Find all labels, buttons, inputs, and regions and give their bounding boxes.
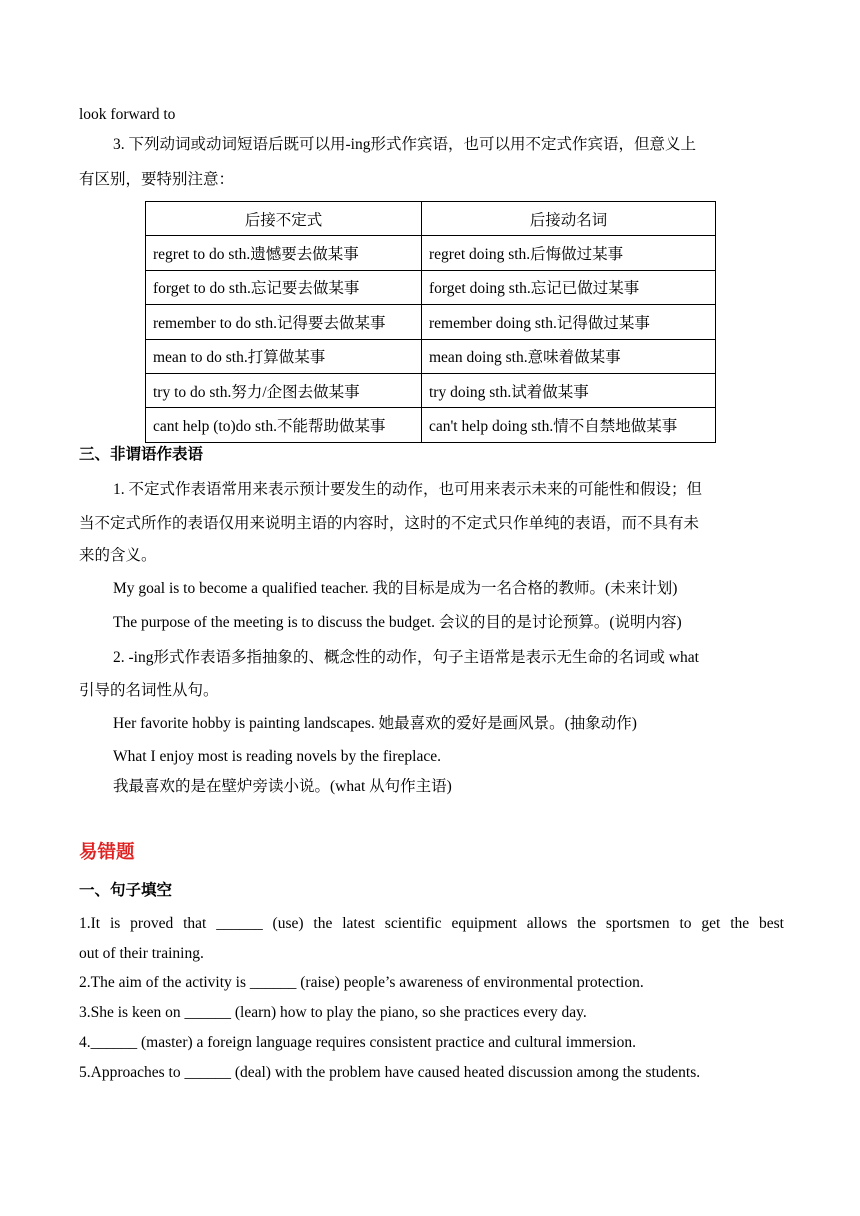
table-cell: forget doing sth.忘记已做过某事 (422, 270, 716, 304)
table-cell: mean to do sth.打算做某事 (146, 339, 422, 373)
table-header-infinitive: 后接不定式 (146, 202, 422, 236)
table-cell: remember doing sth.记得做过某事 (422, 305, 716, 339)
table-row (146, 373, 716, 407)
table-cell: try to do sth.努力/企图去做某事 (146, 373, 422, 407)
point3-line2: 有区别，要特别注意： (79, 171, 235, 188)
example-sentence-4b: 我最喜欢的是在壁炉旁读小说。(what 从句作主语) (113, 778, 452, 795)
section3-p1-line3: 来的含义。 (79, 547, 157, 564)
section3-p1-line1: 1. 不定式作表语常用来表示预计要发生的动作，也可用来表示未来的可能性和假设；但 (113, 481, 703, 498)
table-cell: mean doing sth.意味着做某事 (422, 339, 716, 373)
table-row (146, 305, 716, 339)
errors-title: 易错题 (79, 842, 135, 863)
table-cell: forget to do sth.忘记要去做某事 (146, 270, 422, 304)
section3-p1-line2: 当不定式所作的表语仅用来说明主语的内容时，这时的不定式只作单纯的表语，而不具有未 (79, 515, 700, 532)
table-cell: can't help doing sth.情不自禁地做某事 (422, 408, 716, 442)
example-sentence-3: Her favorite hobby is painting landscapes. 她最喜欢的爱好是画风景。(抽象动作) (113, 715, 637, 732)
table-row (146, 236, 716, 270)
section3-p2-line2: 引导的名词性从句。 (79, 682, 219, 699)
question-3: 3.She is keen on ______ (learn) how to play the piano, so she practices every day. (79, 1004, 587, 1021)
table-header-gerund: 后接动名词 (422, 202, 716, 236)
table-cell: try doing sth.试着做某事 (422, 373, 716, 407)
question-1-line2: out of their training. (79, 945, 204, 962)
top-line: look forward to (79, 106, 176, 123)
table-row (146, 408, 716, 442)
errors-subheading: 一、句子填空 (79, 881, 173, 899)
verb-comparison-table (145, 201, 716, 443)
table-cell: regret doing sth.后悔做过某事 (422, 236, 716, 270)
table-cell: cant help (to)do sth.不能帮助做某事 (146, 408, 422, 442)
question-1-line1: 1.It is proved that ______ (use) the latest scientific equipment allows the sportsmen to get the best (79, 915, 784, 932)
example-sentence-2: The purpose of the meeting is to discuss the budget. 会议的目的是讨论预算。(说明内容) (113, 614, 682, 631)
question-5: 5.Approaches to ______ (deal) with the problem have caused heated discussion among the students. (79, 1064, 701, 1081)
table-header-row (146, 202, 716, 236)
section3-p2-line1: 2. -ing形式作表语多指抽象的、概念性的动作，句子主语常是表示无生命的名词或 what (113, 649, 699, 666)
example-sentence-4a: What I enjoy most is reading novels by the fireplace. (113, 748, 441, 765)
table-row (146, 270, 716, 304)
example-sentence-1: My goal is to become a qualified teacher. 我的目标是成为一名合格的教师。(未来计划) (113, 580, 678, 597)
section3-heading: 三、非谓语作表语 (79, 445, 204, 463)
table-row (146, 339, 716, 373)
question-2: 2.The aim of the activity is ______ (raise) people’s awareness of environmental protection. (79, 974, 644, 991)
table-cell: regret to do sth.遗憾要去做某事 (146, 236, 422, 270)
point3-line1: 3. 下列动词或动词短语后既可以用-ing形式作宾语，也可以用不定式作宾语，但意义上 (113, 136, 696, 153)
question-4: 4.______ (master) a foreign language requires consistent practice and cultural immersion. (79, 1034, 636, 1051)
table-cell: remember to do sth.记得要去做某事 (146, 305, 422, 339)
